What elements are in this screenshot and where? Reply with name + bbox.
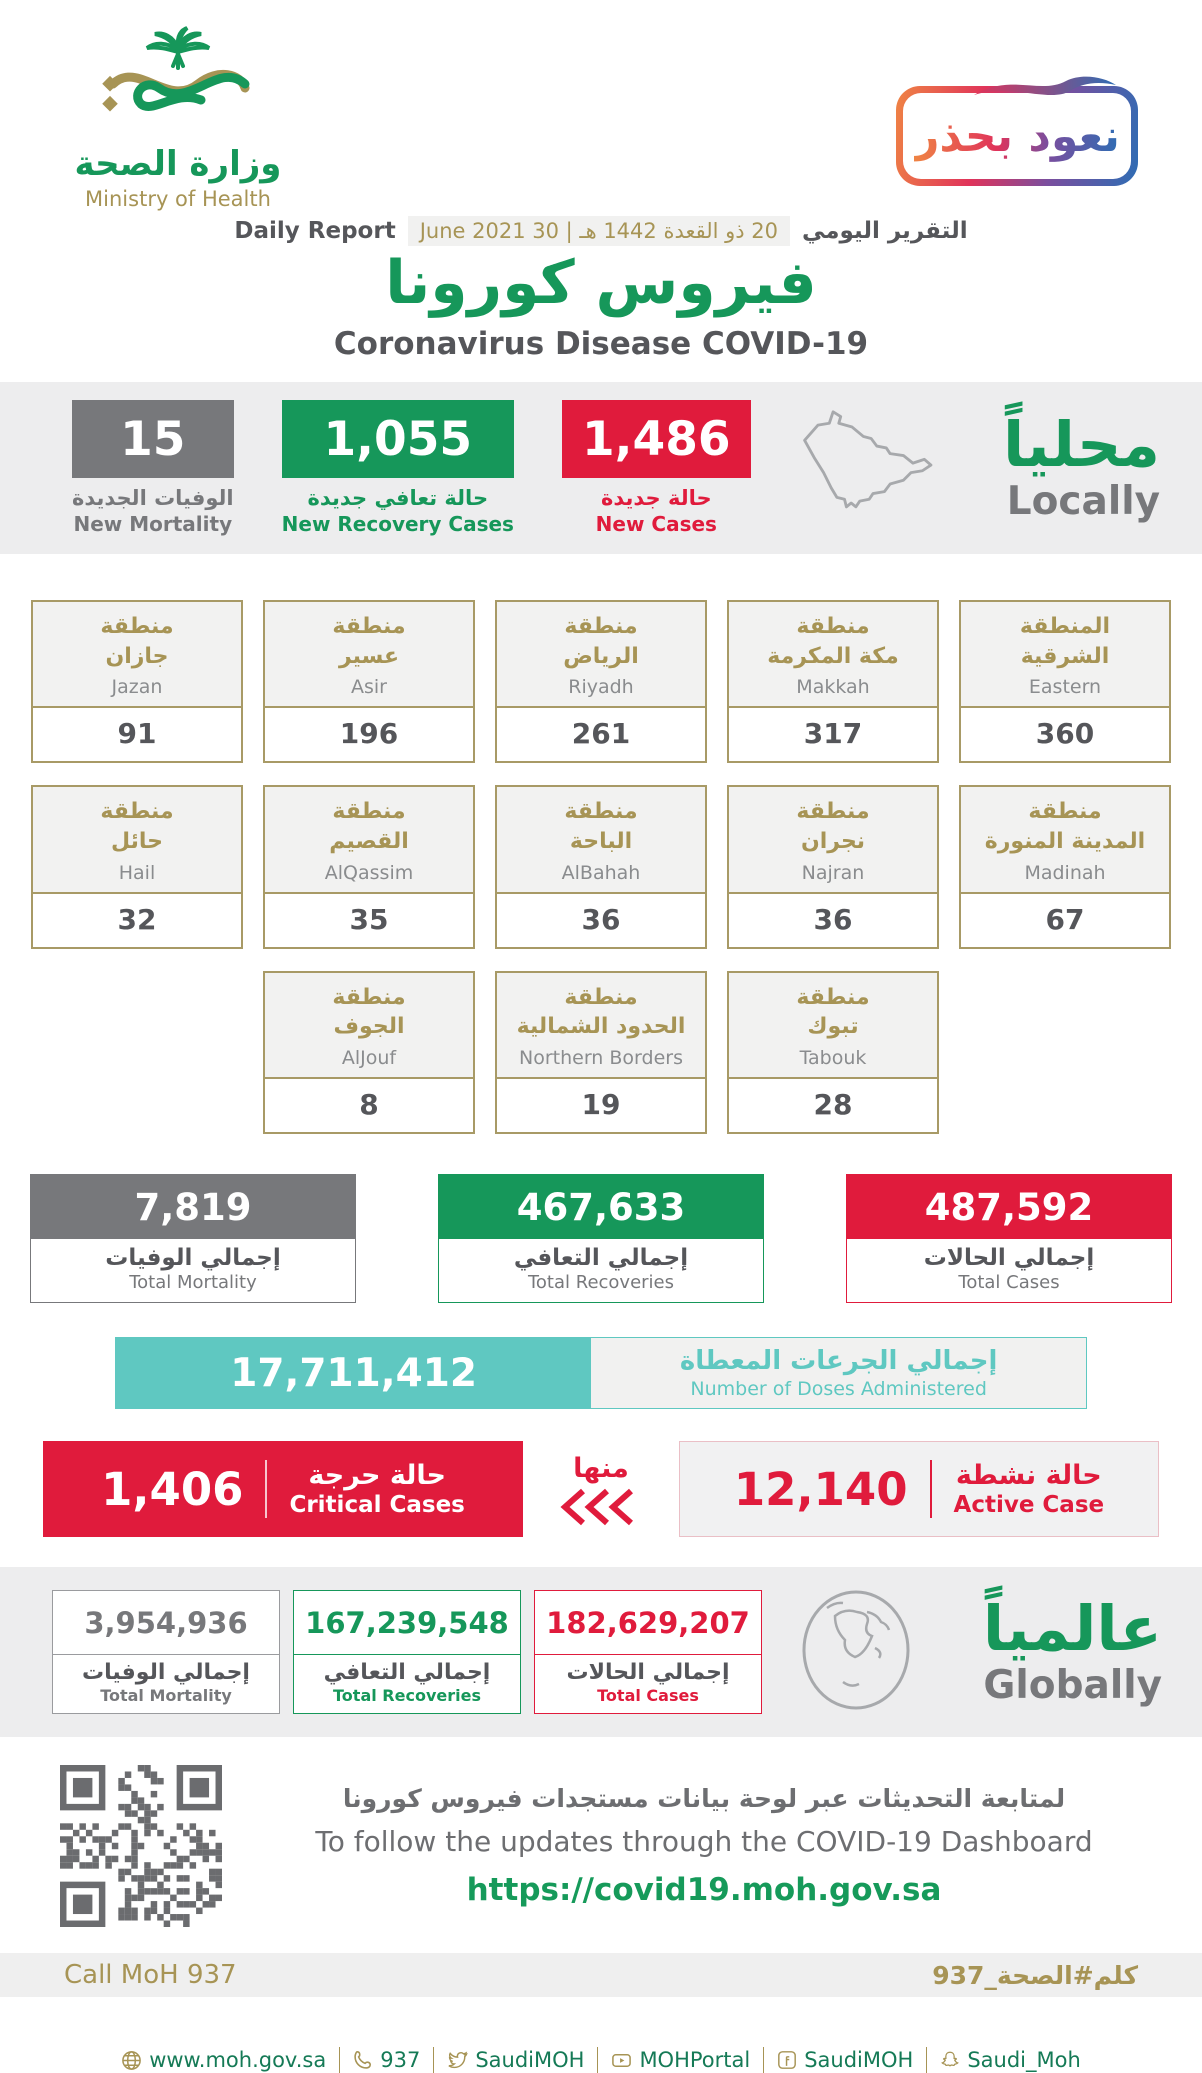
global-mortality-box: [52, 1590, 280, 1714]
region-name-ar: الجوف: [333, 1014, 405, 1040]
dashboard-text: [266, 1784, 1142, 1908]
globally-section: [0, 1567, 1202, 1737]
locally-title-en: Locally: [1006, 479, 1160, 525]
dashboard-section: [60, 1765, 1142, 1927]
separator: [339, 2047, 340, 2073]
region-card-riyadh: [495, 600, 707, 763]
global-recoveries-label-ar: إجمالي التعافي: [323, 1660, 491, 1686]
moh-logo-icon: [83, 26, 273, 146]
local-totals: [0, 1174, 1202, 1303]
region-value: 317: [803, 717, 863, 751]
region-value: 35: [349, 902, 389, 936]
badge-inner: [903, 93, 1131, 179]
global-cases-label-ar: إجمالي الحالات: [566, 1660, 730, 1686]
globe-icon: [797, 1586, 915, 1718]
new-recoveries-stat: [282, 400, 514, 536]
critical-cases-box: [43, 1441, 523, 1537]
region-name-ar: الشرقية: [1020, 643, 1110, 669]
region-name-ar: الباحة: [569, 829, 633, 855]
region-row-2: [0, 785, 1202, 948]
region-value: 67: [1045, 902, 1085, 936]
region-prefix: منطقة: [332, 614, 406, 639]
region-name-en: AlQassim: [324, 861, 414, 884]
new-mortality-label-ar: الوفيات الجديدة: [72, 486, 234, 510]
chevrons-left-icon: [559, 1488, 643, 1526]
of-which-indicator: [523, 1453, 679, 1526]
region-name-ar: المدينة المنورة: [984, 829, 1146, 855]
locally-title: [1003, 407, 1160, 525]
region-card-tabouk: [727, 971, 939, 1134]
new-cases-label-ar: حالة جديدة: [600, 486, 712, 510]
region-name-en: Madinah: [1024, 861, 1106, 884]
global-mortality-value: 3,954,936: [53, 1591, 279, 1655]
region-name-ar: نجران: [800, 829, 866, 855]
ministry-name-en: Ministry of Health: [85, 187, 271, 212]
snapchat-icon: [940, 2050, 960, 2070]
dashboard-line-ar: لمتابعة التحديثات عبر لوحة بيانات مستجدات فيروس كورونا: [342, 1784, 1066, 1814]
divider: [265, 1460, 267, 1518]
region-prefix: منطقة: [332, 984, 406, 1010]
moh-logo: [58, 26, 298, 211]
region-value: 32: [117, 902, 157, 936]
total-recoveries-value: 467,633: [439, 1175, 763, 1239]
region-name-en: Northern Borders: [519, 1047, 683, 1070]
of-which-label-ar: منها: [573, 1452, 629, 1484]
region-prefix: منطقة: [796, 614, 870, 639]
region-name-en: Hail: [118, 861, 156, 884]
regions-grid: [0, 600, 1202, 1134]
region-card-makkah: [727, 600, 939, 763]
footer-label: 937: [380, 2048, 421, 2073]
region-prefix: منطقة: [564, 984, 638, 1010]
region-prefix: منطقة: [332, 799, 406, 825]
separator: [926, 2047, 927, 2073]
global-cases-box: [534, 1590, 762, 1714]
region-card-asir: [263, 600, 475, 763]
region-row-3: [0, 971, 1202, 1134]
header: [0, 0, 1202, 382]
region-name-ar: مكة المكرمة: [767, 643, 899, 669]
footer-label: MOHPortal: [639, 2048, 751, 2073]
total-recoveries-box: [438, 1174, 764, 1303]
active-cases-value: 12,140: [733, 1462, 908, 1516]
twitter-icon: [447, 2050, 468, 2071]
region-value: 196: [339, 717, 399, 751]
total-cases-value: 487,592: [847, 1175, 1171, 1239]
footer-contact-bar: [0, 2047, 1202, 2073]
dashboard-line-en: To follow the updates through the COVID-19 Dashboard: [315, 1825, 1093, 1859]
global-cases-value: 182,629,207: [535, 1591, 761, 1655]
region-card-northern-borders: [495, 971, 707, 1134]
doses-label: [591, 1338, 1086, 1408]
call-moh-label-ar: كلم#الصحة_937: [932, 1960, 1138, 1990]
ministry-name-ar: وزارة الصحة: [74, 144, 282, 184]
dashboard-url-link[interactable]: https://covid19.moh.gov.sa: [466, 1872, 942, 1909]
global-recoveries-box: [293, 1590, 521, 1714]
region-value: 28: [813, 1088, 853, 1122]
active-cases-box: [679, 1441, 1159, 1537]
divider: [930, 1460, 932, 1518]
region-card-madinah: [959, 785, 1171, 948]
total-mortality-label-en: Total Mortality: [129, 1272, 257, 1294]
region-card-alqassim: [263, 785, 475, 948]
region-name-en: Riyadh: [568, 676, 634, 699]
globally-title-en: Globally: [983, 1663, 1162, 1709]
region-name-en: Tabouk: [799, 1047, 867, 1070]
region-prefix: منطقة: [564, 614, 638, 639]
report-label-ar: التقرير اليومي: [802, 218, 968, 244]
footer-label: SaudiMOH: [804, 2048, 914, 2073]
region-name-ar: جازان: [105, 643, 169, 669]
locally-title-ar: محلياً: [1003, 407, 1160, 481]
footer-label: Saudi_Moh: [967, 2048, 1081, 2073]
globally-title-ar: عالمياً: [982, 1592, 1162, 1666]
total-cases-label-en: Total Cases: [958, 1272, 1060, 1294]
total-mortality-box: [30, 1174, 356, 1303]
total-recoveries-label-ar: إجمالي التعافي: [513, 1245, 689, 1272]
qr-code: [60, 1765, 222, 1927]
doses-label-ar: إجمالي الجرعات المعطاة: [679, 1346, 998, 1377]
new-cases-stat: [562, 400, 751, 536]
page-title-ar: فيروس كورونا: [385, 248, 817, 318]
region-prefix: منطقة: [796, 984, 870, 1010]
region-card-najran: [727, 785, 939, 948]
region-name-en: Asir: [351, 676, 387, 699]
region-name-ar: تبوك: [807, 1014, 859, 1040]
region-name-en: AlJouf: [341, 1047, 397, 1070]
footer-label: SaudiMOH: [475, 2048, 585, 2073]
phone-icon: [353, 2050, 373, 2070]
region-value: 360: [1035, 717, 1095, 751]
region-name-en: Najran: [801, 861, 865, 884]
region-prefix: منطقة: [796, 799, 870, 825]
globe-icon: [121, 2050, 142, 2071]
region-card-eastern: [959, 600, 1171, 763]
total-mortality-label-ar: إجمالي الوفيات: [105, 1245, 281, 1272]
total-cases-box: [846, 1174, 1172, 1303]
region-name-ar: القصيم: [329, 829, 409, 855]
region-name-ar: حائل: [110, 829, 163, 855]
page-title-en: Coronavirus Disease COVID-19: [333, 326, 869, 362]
report-line: [0, 216, 1202, 246]
footer-link-website[interactable]: [121, 2048, 326, 2072]
footer-link-youtube[interactable]: [611, 2048, 750, 2072]
call-moh-band: [0, 1953, 1202, 1997]
region-name-ar: الحدود الشمالية: [516, 1014, 686, 1040]
global-mortality-label-ar: إجمالي الوفيات: [82, 1660, 250, 1686]
new-cases-value: 1,486: [562, 400, 751, 478]
region-row-1: [0, 600, 1202, 763]
region-value: 19: [581, 1088, 621, 1122]
total-mortality-value: 7,819: [31, 1175, 355, 1239]
region-card-hail: [31, 785, 243, 948]
new-cases-label-en: New Cases: [595, 512, 717, 536]
region-name-en: AlBahah: [561, 861, 641, 884]
new-recoveries-label-en: New Recovery Cases: [281, 512, 514, 536]
region-name-ar: عسير: [338, 643, 400, 669]
critical-active-row: [43, 1441, 1159, 1537]
doses-value: 17,711,412: [116, 1338, 591, 1408]
region-prefix: منطقة: [100, 799, 174, 825]
global-recoveries-value: 167,239,548: [294, 1591, 520, 1655]
global-cases-label-en: Total Cases: [597, 1686, 699, 1706]
new-recoveries-label-ar: حالة تعافي جديدة: [307, 486, 489, 510]
return-with-caution-badge: [896, 86, 1138, 186]
region-prefix: منطقة: [564, 799, 638, 825]
youtube-icon: [611, 2050, 632, 2071]
separator: [763, 2047, 764, 2073]
new-mortality-label-en: New Mortality: [73, 512, 233, 536]
globally-title: [982, 1592, 1162, 1709]
footer-link-phone[interactable]: [353, 2048, 420, 2072]
critical-cases-label-ar: حالة حرجة: [308, 1460, 446, 1492]
facebook-icon: [777, 2050, 797, 2070]
active-cases-label-en: Active Case: [953, 1492, 1105, 1519]
locally-section: [0, 382, 1202, 554]
global-recoveries-label-en: Total Recoveries: [333, 1686, 481, 1706]
doses-administered-bar: [115, 1337, 1087, 1409]
region-value: 261: [571, 717, 631, 751]
global-mortality-label-en: Total Mortality: [100, 1686, 232, 1706]
critical-cases-value: 1,406: [101, 1462, 244, 1516]
new-mortality-value: 15: [72, 400, 234, 478]
active-cases-label-ar: حالة نشطة: [955, 1460, 1102, 1492]
region-value: 8: [359, 1088, 379, 1122]
region-prefix: المنطقة: [1019, 614, 1111, 639]
new-mortality-stat: [72, 400, 234, 536]
region-card-jazan: [31, 600, 243, 763]
critical-cases-label-en: Critical Cases: [289, 1492, 465, 1519]
region-value: 91: [117, 717, 157, 751]
badge-swoosh-icon: [970, 69, 1120, 103]
region-value: 36: [813, 902, 853, 936]
call-moh-label-en: Call MoH 937: [64, 1960, 237, 1991]
region-name-ar: الرياض: [563, 643, 639, 669]
report-date: 20 ذو القعدة 1442 هـ | 30 June 2021: [408, 216, 790, 246]
footer-label: www.moh.gov.sa: [149, 2048, 327, 2073]
doses-label-en: Number of Doses Administered: [690, 1378, 987, 1401]
total-cases-label-ar: إجمالي الحالات: [923, 1245, 1095, 1272]
new-recoveries-value: 1,055: [282, 400, 514, 478]
region-name-en: Makkah: [796, 676, 870, 699]
footer-link-snapchat[interactable]: [940, 2048, 1080, 2072]
saudi-map-icon: [797, 402, 949, 534]
footer-link-facebook[interactable]: [777, 2048, 913, 2072]
region-prefix: منطقة: [1028, 799, 1102, 825]
region-name-en: Eastern: [1028, 676, 1102, 699]
region-value: 36: [581, 902, 621, 936]
report-label-en: Daily Report: [234, 218, 396, 244]
badge-text: نعود بحذر: [914, 110, 1120, 162]
total-recoveries-label-en: Total Recoveries: [527, 1272, 675, 1294]
region-prefix: منطقة: [100, 614, 174, 639]
separator: [433, 2047, 434, 2073]
region-name-en: Jazan: [111, 676, 163, 699]
region-card-aljouf: [263, 971, 475, 1134]
region-card-albahah: [495, 785, 707, 948]
footer-link-twitter[interactable]: [447, 2048, 584, 2072]
separator: [597, 2047, 598, 2073]
